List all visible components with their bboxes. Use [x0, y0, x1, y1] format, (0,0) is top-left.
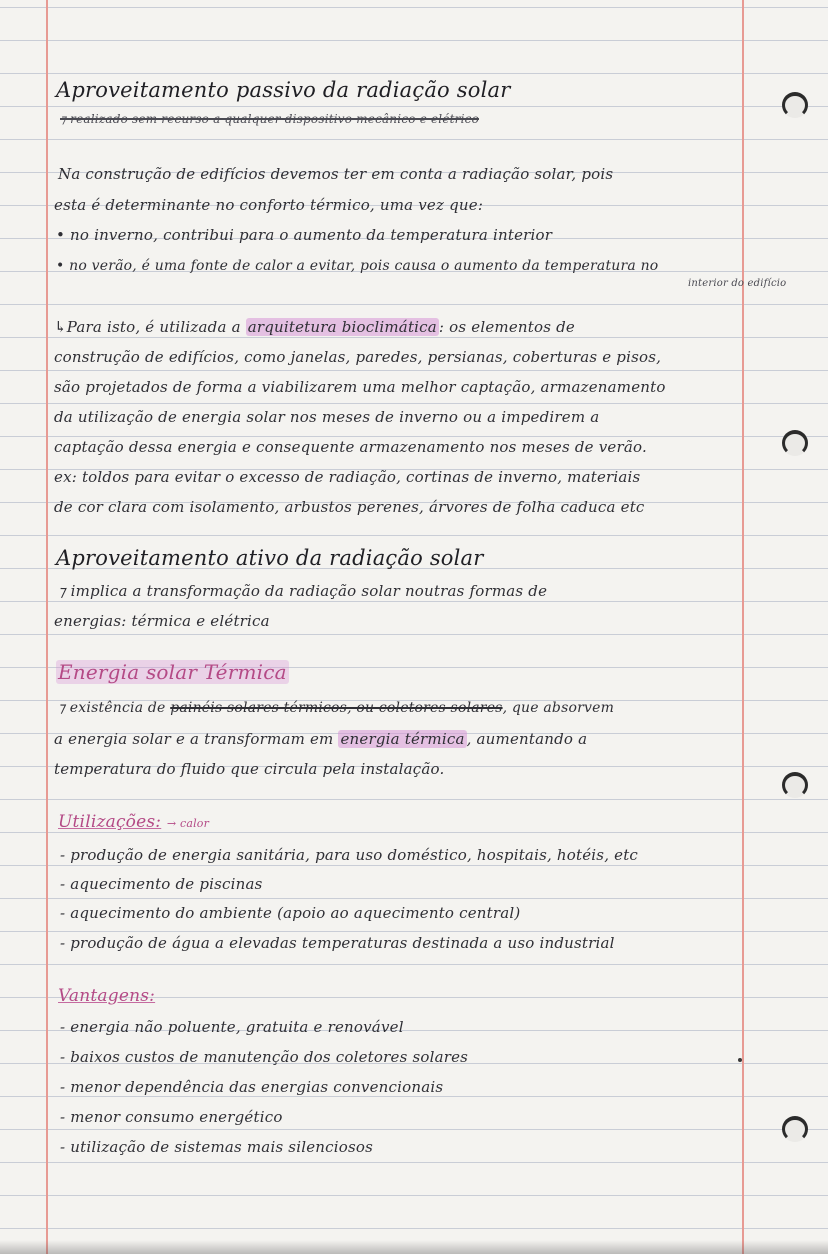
paragraph-line: são projetados de forma a viabilizarem uma melhor captação, armazenamento: [54, 378, 666, 396]
text-span: ↳Para isto, é utilizada a: [54, 318, 241, 336]
list-item: - energia não poluente, gratuita e renovável: [60, 1018, 404, 1036]
heading-active-solar: Aproveitamento ativo da radiação solar: [56, 546, 484, 570]
ink-dot: [738, 1058, 742, 1062]
paragraph-line: da utilização de energia solar nos meses de inverno ou a impedirem a: [54, 408, 600, 426]
binder-hole-icon: [782, 92, 808, 118]
uses-note: → calor: [166, 817, 210, 830]
heading-advantages: [58, 986, 155, 1006]
list-item: - aquecimento do ambiente (apoio ao aquecimento central): [60, 904, 521, 922]
paragraph-line: temperatura do fluido que circula pela instalação.: [54, 760, 445, 778]
paragraph-line: energias: térmica e elétrica: [54, 612, 270, 630]
paragraph-line: [54, 730, 587, 748]
margin-note: interior do edifício: [688, 278, 787, 289]
paragraph-line: construção de edifícios, como janelas, paredes, persianas, coberturas e pisos,: [54, 348, 662, 366]
paragraph-line: esta é determinante no conforto térmico, uma vez que:: [54, 196, 484, 214]
binder-hole-icon: [782, 1116, 808, 1142]
binder-hole-icon: [782, 772, 808, 798]
paragraph-line-bioclimatic: [54, 318, 575, 336]
paragraph-line: de cor clara com isolamento, arbustos perenes, árvores de folha caduca etc: [54, 498, 645, 516]
text-span: ⁊ existência de: [58, 700, 166, 716]
binder-hole-icon: [782, 430, 808, 456]
right-margin-line: [742, 0, 744, 1254]
list-item: - menor dependência das energias convencionais: [60, 1078, 444, 1096]
heading-passive-solar: Aproveitamento passivo da radiação solar: [56, 78, 511, 102]
highlight-thermal-energy: energia térmica: [340, 730, 465, 748]
list-item: - produção de água a elevadas temperaturas destinada a uso industrial: [60, 934, 615, 952]
list-item: - baixos custos de manutenção dos coletores solares: [60, 1048, 469, 1066]
list-item: - utilização de sistemas mais silenciosos: [60, 1138, 373, 1156]
text-span: a energia solar e a transformam em: [54, 730, 334, 748]
left-margin-line: [46, 0, 48, 1254]
text-span: : os elementos de: [438, 318, 575, 336]
paragraph-line: • no verão, é uma fonte de calor a evitar, pois causa o aumento da temperatura no: [56, 258, 659, 274]
paragraph-line: captação dessa energia e consequente armazenamento nos meses de verão.: [54, 438, 647, 456]
paragraph-line: ⁊ implica a transformação da radiação solar noutras formas de: [58, 582, 548, 600]
heading-uses-text: Utilizações:: [58, 812, 162, 832]
highlight-bioclimatic: arquitetura bioclimática: [247, 318, 437, 336]
text-span: , que absorvem: [502, 700, 615, 716]
list-item: - menor consumo energético: [60, 1108, 283, 1126]
list-item: - produção de energia sanitária, para uso doméstico, hospitais, hotéis, etc: [60, 846, 639, 864]
heading-solar-thermal-text: Energia solar Térmica: [58, 660, 287, 684]
heading-uses: [58, 812, 209, 832]
heading-advantages-text: Vantagens:: [58, 986, 156, 1006]
text-span: , aumentando a: [466, 730, 588, 748]
subtitle-passive-text: ⁊ realizado sem recurso a qualquer dispositivo mecânico e elétrico: [60, 112, 479, 126]
struck-text: painéis solares térmicos, ou coletores solares: [170, 700, 503, 716]
subtitle-passive: [60, 112, 479, 126]
paragraph-line: • no inverno, contribui para o aumento da temperatura interior: [56, 226, 553, 244]
page-bottom-shadow: [0, 1240, 828, 1254]
list-item: - aquecimento de piscinas: [60, 875, 263, 893]
paragraph-line: ex: toldos para evitar o excesso de radiação, cortinas de inverno, materiais: [54, 468, 641, 486]
heading-solar-thermal: [56, 660, 289, 684]
paragraph-line: [58, 700, 614, 716]
paragraph-line: Na construção de edifícios devemos ter em conta a radiação solar, pois: [58, 165, 614, 183]
